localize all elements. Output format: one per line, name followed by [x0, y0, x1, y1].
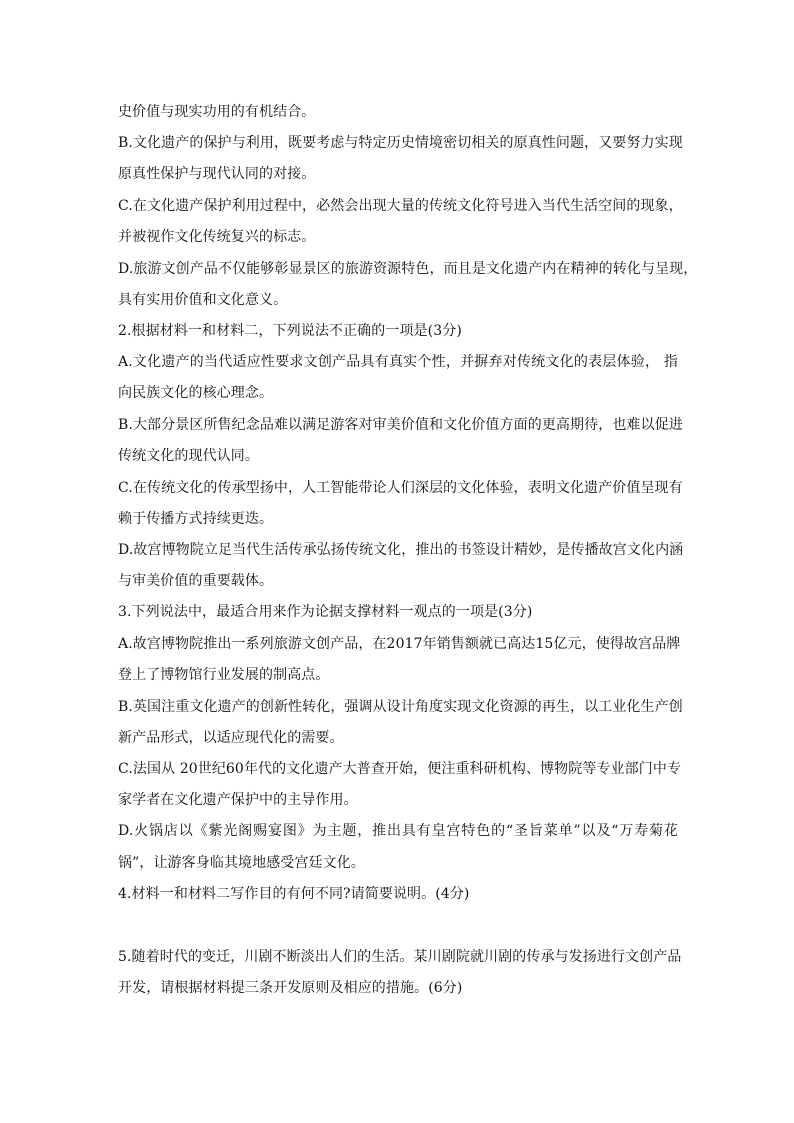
text-line: 传统文化的现代认同。 [118, 448, 259, 464]
text-line: 并被视作文化传统复兴的标志。 [118, 229, 316, 245]
text-line: 史价值与现实功用的有机结合。 [118, 104, 316, 120]
text-line: 锅”，让游客身临其境地感受宫廷文化。 [118, 855, 365, 871]
text-line: D.火锅店以《紫光阁赐宴图》为主题，推出具有皇宫特色的“圣旨菜单”以及“万寿菊花 [118, 823, 678, 839]
text-line: 向民族文化的核心理念。 [118, 385, 274, 401]
text-line: D.故宫博物院立足当代生活传承弘扬传统文化，推出的书签设计精妙，是传播故宫文化内涵 [118, 542, 684, 558]
text-line: 具有实用价值和文化意义。 [118, 292, 288, 308]
text-line: D.旅游文创产品不仅能够彰显景区的旅游资源特色，而且是文化遗产内在精神的转化与呈现， [118, 261, 698, 277]
text-line: 家学者在文化遗产保护中的主导作用。 [118, 792, 358, 808]
text-line: 新产品形式，以适应现代化的需要。 [118, 730, 344, 746]
text-line: C.在传统文化的传承型扬中，人工智能带论人们深层的文化体验，表明文化遗产价值呈现有 [118, 480, 683, 496]
text-line: 开发，请根据材料提三条开发原则及相应的措施。(6分) [118, 980, 463, 996]
text-line: B.文化遗产的保护与利用，既要考虑与特定历史情境密切相关的原真性问题，又要努力实现 [118, 135, 683, 151]
text-line: B.大部分景区所售纪念品难以满足游客对审美价值和文化价值方面的更高期待，也难以促进 [118, 417, 683, 433]
text-line: 与审美价值的重要载体。 [118, 573, 274, 589]
text-line: 原真性保护与现代认同的对接。 [118, 166, 316, 182]
text-line: A.故宫博物院推出一系列旅游文创产品，在2017年销售额就已高达15亿元，使得故宫品牌 [118, 636, 681, 652]
text-line: C.法国从 20世纪60年代的文化遗产大普查开始，便注重科研机构、博物院等专业部门中专 [118, 761, 682, 777]
text-line: B.英国注重文化遗产的创新性转化，强调从设计角度实现文化资源的再生，以工业化生产创 [118, 699, 683, 715]
question-4-stem: 4.材料一和材料二写作目的有何不同?请简要说明。(4分) [118, 886, 470, 902]
text-line: 赖于传播方式持续更迭。 [118, 511, 274, 527]
text-line: 登上了博物馆行业发展的制高点。 [118, 667, 330, 683]
question-3-stem: 3.下列说法中，最适合用来作为论据支撑材料一观点的一项是(3分) [118, 604, 533, 620]
text-line: C.在文化遗产保护利用过程中，必然会出现大量的传统文化符号进入当代生活空间的现象， [118, 198, 683, 214]
text-line: A.文化遗产的当代适应性要求文创产品具有真实个性，并摒弃对传统文化的表层体验， 指 [118, 354, 678, 370]
question-2-stem: 2.根据材料一和材料二，下列说法不正确的一项是(3分) [118, 323, 462, 339]
question-5-stem: 5.随着时代的变迁，川剧不断淡出人们的生活。某川剧院就川剧的传承与发扬进行文创产品 [118, 949, 682, 965]
